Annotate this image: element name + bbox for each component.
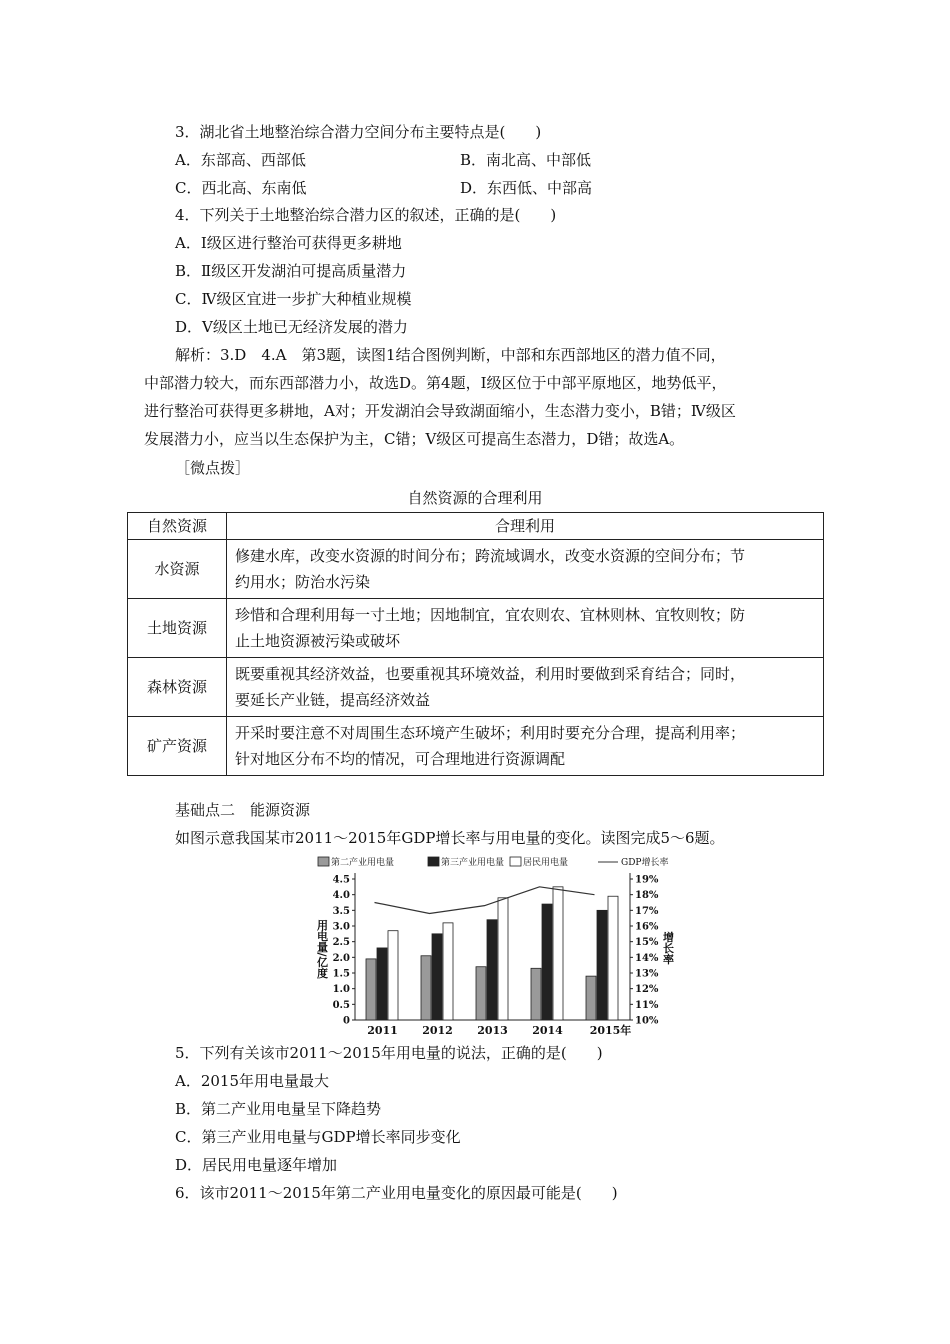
question-4-option-b: B．Ⅱ级区开发湖泊可提高质量潜力 [175, 262, 407, 280]
table-cell-resource: 矿产资源 [128, 717, 227, 776]
table-cell-resource: 土地资源 [128, 599, 227, 658]
x-tick-label: 2012 [422, 1024, 453, 1037]
table-header-resource: 自然资源 [128, 513, 227, 540]
table-row [128, 717, 824, 776]
y2-tick-label: 11% [635, 999, 659, 1011]
question-3-option-c: C．西北高、东南低 [175, 179, 307, 197]
bar-居民用电量 [553, 887, 563, 1020]
bar-第三产业用电量 [597, 910, 607, 1020]
x-tick-label: 2015年 [589, 1024, 632, 1037]
question-4-stem: 4．下列关于土地整治综合潜力区的叙述，正确的是( ) [175, 206, 557, 224]
bar-第二产业用电量 [366, 959, 376, 1020]
question-3-option-a: A．东部高、西部低 [175, 151, 306, 169]
question-5-option-b: B．第二产业用电量呈下降趋势 [175, 1100, 382, 1118]
x-tick-label: 2013 [477, 1024, 508, 1037]
bar-第二产业用电量 [476, 967, 486, 1020]
table-cell-usage: 修建水库，改变水资源的时间分布；跨流域调水，改变水资源的空间分布；节 约用水；防治水污染 [227, 540, 824, 599]
y2-tick-label: 19% [635, 874, 659, 886]
bar-第二产业用电量 [586, 976, 596, 1020]
y-tick-label: 4.5 [332, 874, 350, 886]
y-tick-label: 1.0 [332, 984, 350, 996]
table-header-row [128, 513, 824, 540]
tip-heading: ［微点拨］ [175, 459, 251, 477]
section-2-intro: 如图示意我国某市2011～2015年GDP增长率与用电量的变化。读图完成5～6题。 [175, 829, 725, 847]
section-2-title: 基础点二 能源资源 [175, 801, 311, 819]
y-tick-label: 2.0 [332, 952, 350, 964]
table-row [128, 658, 824, 717]
bar-居民用电量 [498, 898, 508, 1020]
y-tick-label: 3.0 [332, 921, 350, 933]
question-4-option-c: C．Ⅳ级区宜进一步扩大种植业规模 [175, 290, 412, 308]
y2-tick-label: 17% [635, 905, 659, 917]
analysis-line-1: 解析：3.D 4.A 第3题，读图1结合图例判断，中部和东西部地区的潜力值不同， [175, 346, 726, 364]
y-axis-title: 用电量/亿度 [315, 919, 329, 979]
y2-tick-label: 15% [635, 937, 659, 949]
x-tick-label: 2011 [367, 1024, 398, 1037]
question-6-stem: 6．该市2011～2015年第二产业用电量变化的原因最可能是( ) [175, 1184, 618, 1202]
bar-第二产业用电量 [531, 968, 541, 1020]
table-row [128, 599, 824, 658]
table-cell-usage: 珍惜和合理利用每一寸土地；因地制宜，宜农则农、宜林则林、宜牧则牧；防 止土地资源被污染或破坏 [227, 599, 824, 658]
bar-第三产业用电量 [487, 920, 497, 1020]
analysis-line-4: 发展潜力小，应当以生态保护为主，C错；Ⅴ级区可提高生态潜力，D错；故选A。 [144, 430, 685, 448]
legend-swatch [510, 857, 521, 866]
y2-axis-title: 增长率 [661, 931, 675, 965]
bar-第三产业用电量 [542, 904, 552, 1020]
y-tick-label: 2.5 [332, 937, 350, 949]
y2-tick-label: 18% [635, 890, 659, 902]
resource-table [127, 512, 824, 776]
question-5-option-c: C．第三产业用电量与GDP增长率同步变化 [175, 1128, 461, 1146]
analysis-line-3: 进行整治可获得更多耕地，A对；开发湖泊会导致湖面缩小，生态潜力变小，B错；Ⅳ级区 [144, 402, 736, 420]
bar-第三产业用电量 [432, 934, 442, 1020]
table-row [128, 540, 824, 599]
table-cell-resource: 森林资源 [128, 658, 227, 717]
bar-第二产业用电量 [421, 956, 431, 1020]
legend-label: GDP增长率 [621, 858, 669, 868]
y2-tick-label: 13% [635, 968, 659, 980]
table-caption: 自然资源的合理利用 [407, 489, 543, 507]
y-tick-label: 4.0 [332, 890, 350, 902]
bar-居民用电量 [388, 931, 398, 1020]
question-5-option-a: A．2015年用电量最大 [175, 1072, 330, 1090]
chart-svg [310, 853, 680, 1038]
y2-tick-label: 14% [635, 952, 659, 964]
question-4-option-a: A．Ⅰ级区进行整治可获得更多耕地 [175, 234, 402, 252]
bar-居民用电量 [608, 896, 618, 1020]
legend-label: 第二产业用电量 [331, 858, 395, 868]
legend-swatch [318, 857, 329, 866]
y2-tick-label: 16% [635, 921, 659, 933]
y-tick-label: 3.5 [332, 905, 350, 917]
table-header-usage: 合理利用 [227, 513, 824, 540]
y-tick-label: 1.5 [332, 968, 350, 980]
table-cell-usage: 既要重视其经济效益，也要重视其环境效益，利用时要做到采育结合；同时， 要延长产业链，提高经济效益 [227, 658, 824, 717]
electricity-gdp-chart [310, 853, 680, 1038]
question-3-option-d: D．东西低、中部高 [460, 179, 593, 197]
y-tick-label: 0 [343, 1015, 350, 1027]
legend-label: 第三产业用电量 [441, 858, 505, 868]
x-tick-label: 2014 [532, 1024, 563, 1037]
legend-swatch [428, 857, 439, 866]
question-5-stem: 5．下列有关该市2011～2015年用电量的说法，正确的是( ) [175, 1044, 603, 1062]
question-3-option-b: B．南北高、中部低 [460, 151, 592, 169]
question-3-stem: 3．湖北省土地整治综合潜力空间分布主要特点是( ) [175, 123, 542, 141]
y-tick-label: 0.5 [332, 999, 350, 1011]
bar-居民用电量 [443, 923, 453, 1020]
question-5-option-d: D．居民用电量逐年增加 [175, 1156, 338, 1174]
table-cell-resource: 水资源 [128, 540, 227, 599]
y2-tick-label: 10% [635, 1015, 659, 1027]
y2-tick-label: 12% [635, 984, 659, 996]
analysis-line-2: 中部潜力较大，而东西部潜力小，故选D。第4题，Ⅰ级区位于中部平原地区，地势低平， [144, 374, 727, 392]
bar-第三产业用电量 [377, 948, 387, 1020]
question-4-option-d: D．Ⅴ级区土地已无经济发展的潜力 [175, 318, 408, 336]
legend-label: 居民用电量 [523, 858, 569, 868]
table-cell-usage: 开采时要注意不对周围生态环境产生破坏；利用时要充分合理，提高利用率； 针对地区分布不均的情况，可合理地进行资源调配 [227, 717, 824, 776]
